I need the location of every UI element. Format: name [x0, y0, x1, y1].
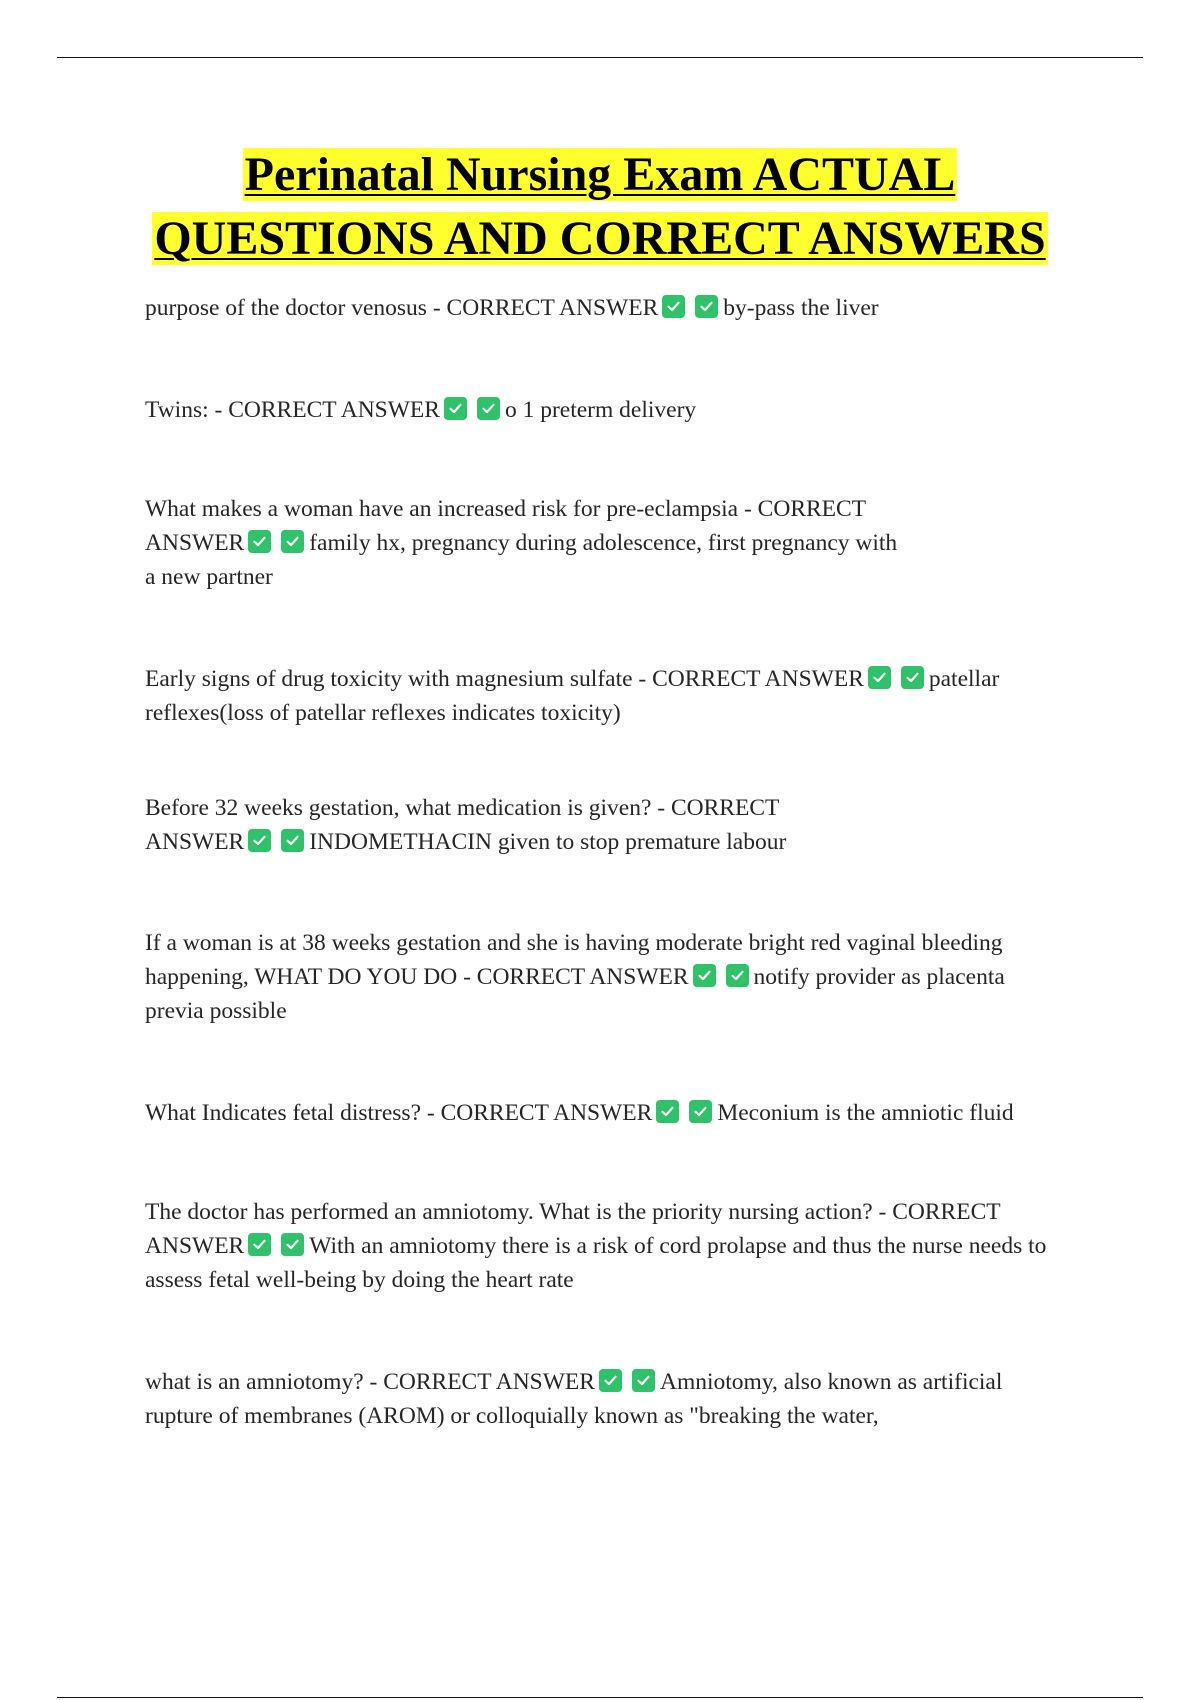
question-text: The doctor has performed an amniotomy. What is the priority nursing action? - CORRECT ANSWER	[145, 1199, 1001, 1259]
question-text: purpose of the doctor venosus - CORRECT ANSWER	[145, 295, 659, 321]
top-rule	[57, 57, 1143, 58]
question-text: What Indicates fetal distress? - CORRECT ANSWER	[145, 1100, 653, 1126]
answer-text: family hx, pregnancy during adolescence, first pregnancy with a new partner	[145, 530, 898, 590]
question-text: what is an amniotomy? - CORRECT ANSWER	[145, 1369, 595, 1395]
qa-item	[145, 926, 1065, 1028]
check-mark-icon	[477, 397, 500, 420]
bottom-rule	[57, 1697, 1143, 1698]
qa-item	[145, 492, 905, 594]
check-mark-icon	[248, 530, 271, 553]
qa-item	[145, 791, 865, 859]
question-text: What makes a woman have an increased risk for pre-eclampsia - CORRECT ANSWER	[145, 496, 866, 556]
answer-text: patellar reflexes(loss of patellar reflexes indicates toxicity)	[145, 666, 1000, 726]
check-mark-icon	[689, 1100, 712, 1123]
answer-text: Amniotomy, also known as artificial rupture of membranes (AROM) or colloquially known as "breaking the water,	[145, 1369, 1003, 1429]
qa-item	[145, 1365, 1065, 1433]
check-mark-icon	[726, 964, 749, 987]
check-mark-icon	[693, 964, 716, 987]
question-text: Twins: - CORRECT ANSWER	[145, 397, 440, 423]
check-mark-icon	[281, 530, 304, 553]
check-mark-icon	[868, 666, 891, 689]
qa-item	[145, 1096, 1065, 1130]
answer-text: o 1 preterm delivery	[504, 397, 697, 423]
check-mark-icon	[632, 1369, 655, 1392]
qa-item	[145, 1195, 1065, 1297]
title-line-1: Perinatal Nursing Exam ACTUAL	[244, 148, 956, 201]
check-mark-icon	[662, 295, 685, 318]
check-mark-icon	[901, 666, 924, 689]
check-mark-icon	[695, 295, 718, 318]
question-text: Early signs of drug toxicity with magnesium sulfate - CORRECT ANSWER	[145, 666, 864, 692]
qa-item	[145, 393, 1065, 427]
title-line-2: QUESTIONS AND CORRECT ANSWERS	[154, 212, 1046, 265]
check-mark-icon	[248, 829, 271, 852]
qa-item	[145, 662, 1065, 730]
question-text: If a woman is at 38 weeks gestation and she is having moderate bright red vaginal bleeding happening, WHAT DO YOU DO - CORRECT ANSWER	[145, 930, 1003, 990]
check-mark-icon	[599, 1369, 622, 1392]
check-mark-icon	[248, 1233, 271, 1256]
check-mark-icon	[656, 1100, 679, 1123]
check-mark-icon	[281, 1233, 304, 1256]
qa-item	[145, 291, 1065, 325]
answer-text: INDOMETHACIN given to stop premature labour	[309, 829, 787, 855]
check-mark-icon	[444, 397, 467, 420]
page-title	[120, 143, 1080, 271]
question-text: Before 32 weeks gestation, what medication is given? - CORRECT ANSWER	[145, 795, 779, 855]
answer-text: by-pass the liver	[723, 295, 879, 321]
answer-text: Meconium is the amniotic fluid	[717, 1100, 1014, 1126]
check-mark-icon	[281, 829, 304, 852]
answer-text: With an amniotomy there is a risk of cord prolapse and thus the nurse needs to assess fetal well-being by doing the heart rate	[145, 1233, 1047, 1293]
answer-text: notify provider as placenta previa possible	[145, 964, 1005, 1024]
